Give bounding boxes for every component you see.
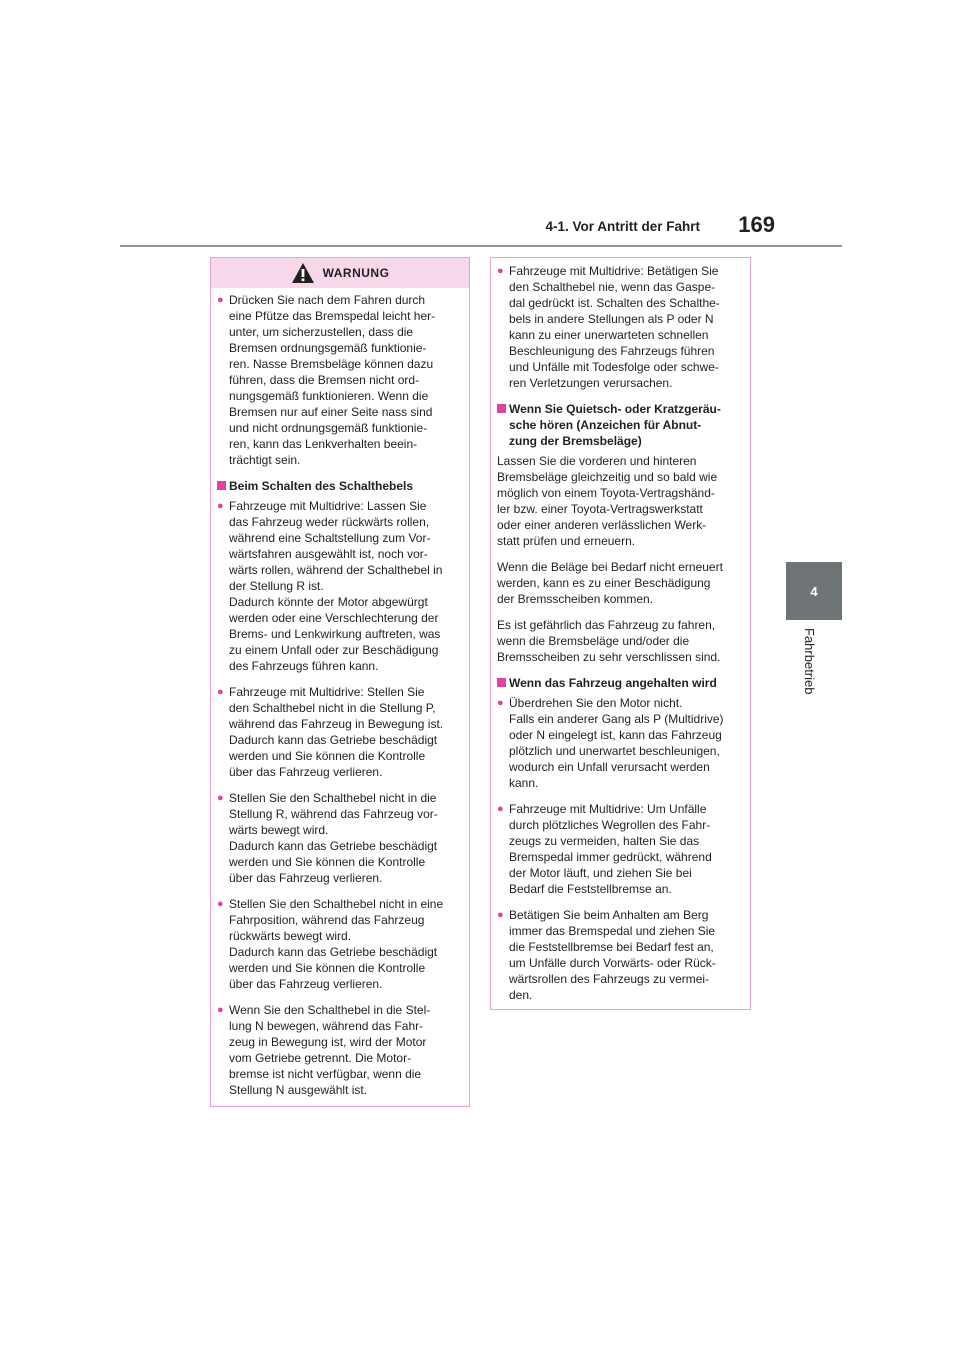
page-number: 169 — [738, 212, 775, 237]
bullet-icon: ● — [497, 265, 504, 277]
paragraph: Wenn die Beläge bei Bedarf nicht erneuert werden, kann es zu einer Beschädigung der Bremsscheiben kommen. — [497, 560, 723, 606]
item-text: Stellen Sie den Schalthebel nicht in eine Fahrposition, während das Fahrzeug rückwärts bewegt wird. Dadurch kann das Getriebe beschädigt werden und Sie können die Kontrolle über das Fahrzeug verlieren. — [229, 897, 444, 991]
item-text: Betätigen Sie beim Anhalten am Berg immer das Bremspedal und ziehen Sie die Feststellbremse bei Bedarf fest an, um Unfälle durch Vorwärts- oder Rück- wärtsrollen des Fahrzeugs zu vermei- den. — [509, 908, 716, 1002]
section-heading — [497, 401, 745, 449]
list-item — [217, 498, 464, 674]
warning-box-left — [210, 257, 470, 1107]
list-item — [497, 695, 745, 791]
bullet-icon: ● — [497, 909, 504, 921]
list-item — [497, 907, 745, 1003]
heading-text: Beim Schalten des Schalthebels — [229, 479, 414, 493]
item-text: Fahrzeuge mit Multidrive: Um Unfälle durch plötzliches Wegrollen des Fahr- zeugs zu vermeiden, halten Sie das Bremspedal immer gedrückt, während der Motor läuft, und ziehen Sie bei Bedarf die Feststellbremse an. — [509, 802, 712, 896]
bullet-icon: ● — [217, 686, 224, 698]
list-item — [217, 790, 464, 886]
item-text: Fahrzeuge mit Multidrive: Stellen Sie den Schalthebel nicht in die Stellung P, während das Fahrzeug in Bewegung ist. Dadurch kann das Getriebe beschädigt werden und Sie können die Kontrolle über das Fahrzeug verlieren. — [229, 685, 444, 779]
bullet-icon: ● — [217, 898, 224, 910]
heading-text: Wenn Sie Quietsch- oder Kratzgeräu- sche hören (Anzeichen für Abnut- zung der Bremsbeläge) — [509, 402, 721, 448]
warning-content-right — [491, 258, 750, 1003]
bullet-icon: ● — [217, 792, 224, 804]
item-text: Fahrzeuge mit Multidrive: Lassen Sie das Fahrzeug weder rückwärts rollen, während eine Schaltstellung zum Vor- wärtsfahren ausgewählt ist, noch vor- wärts rollen, während der Schalthebel in der Stellung R ist. Dadurch könnte der Motor abgewürgt werden oder eine Verschlechterung der Brems- und Lenkwirkung auftreten, was zu einem Unfall oder zur Beschädigung des Fahrzeugs führen kann. — [229, 499, 443, 673]
section-title: 4-1. Vor Antritt der Fahrt — [545, 219, 700, 234]
warning-box-right — [490, 257, 751, 1010]
square-bullet-icon — [217, 478, 229, 494]
warning-content-left — [211, 288, 469, 1098]
bullet-icon: ● — [217, 1004, 224, 1016]
list-item — [217, 292, 464, 468]
list-item — [217, 684, 464, 780]
chapter-title: Fahrbetrieb — [802, 628, 817, 695]
heading-text: Wenn das Fahrzeug angehalten wird — [509, 676, 717, 690]
paragraph: Es ist gefährlich das Fahrzeug zu fahren, wenn die Bremsbeläge und/oder die Bremsscheiben zu sehr verschlissen sind. — [497, 618, 721, 664]
list-item — [497, 263, 745, 391]
item-text: Stellen Sie den Schalthebel nicht in die Stellung R, während das Fahrzeug vor- wärts bewegt wird. Dadurch kann das Getriebe beschädigt werden und Sie können die Kontrolle über das Fahrzeug verlieren. — [229, 791, 438, 885]
chapter-tab: 4 — [786, 562, 842, 620]
header-divider — [120, 245, 842, 247]
square-bullet-icon — [497, 401, 509, 417]
list-item — [217, 896, 464, 992]
warning-title: WARNUNG — [322, 266, 390, 280]
item-text: Fahrzeuge mit Multidrive: Betätigen Sie den Schalthebel nie, wenn das Gaspe- dal gedrückt ist. Schalten des Schalthe- bels in andere Stellungen als P oder N kann zu einer unerwarteten schnellen Beschleunigung des Fahrzeugs führen und Unfälle mit Todesfolge oder schwe- ren Verletzungen verursachen. — [509, 264, 720, 390]
warning-header — [211, 258, 469, 288]
paragraph: Lassen Sie die vorderen und hinteren Bremsbeläge gleichzeitig und so bald wie möglich von einem Toyota-Vertragshänd- ler bzw. einer Toyota-Vertragswerkstatt oder einer anderen verlässlichen Werk- statt prüfen und erneuern. — [497, 454, 718, 548]
item-text: Wenn Sie den Schalthebel in die Stel- lung N bewegen, während das Fahr- zeug in Bewegung ist, wird der Motor vom Getriebe getrennt. Die Motor- bremse ist nicht verfügbar, wenn die Stellung N ausgewählt ist. — [229, 1003, 431, 1097]
bullet-icon: ● — [497, 803, 504, 815]
bullet-icon: ● — [497, 697, 504, 709]
square-bullet-icon — [497, 675, 509, 691]
warning-triangle-icon — [291, 262, 315, 284]
list-item — [217, 1002, 464, 1098]
list-item — [497, 801, 745, 897]
item-text: Drücken Sie nach dem Fahren durch eine Pfütze das Bremspedal leicht her- unter, um sicherzustellen, dass die Bremsen ordnungsgemäß funktionie- ren. Nasse Bremsbeläge können dazu führen, dass die Bremsen nicht ord- nungsgemäß funktionieren. Wenn die Bremsen nur auf einer Seite nass sind und nicht ordnungsgemäß funktionie- ren, kann das Lenkverhalten beein- trächtigt sein. — [229, 293, 436, 467]
bullet-icon: ● — [217, 500, 224, 512]
item-text: Überdrehen Sie den Motor nicht. Falls ein anderer Gang als P (Multidrive) oder N eingelegt ist, kann das Fahrzeug plötzlich und unerwartet beschleunigen, wodurch ein Unfall verursacht werden kann. — [509, 696, 724, 790]
section-heading — [497, 675, 745, 691]
section-heading — [217, 478, 464, 494]
bullet-icon: ● — [217, 294, 224, 306]
